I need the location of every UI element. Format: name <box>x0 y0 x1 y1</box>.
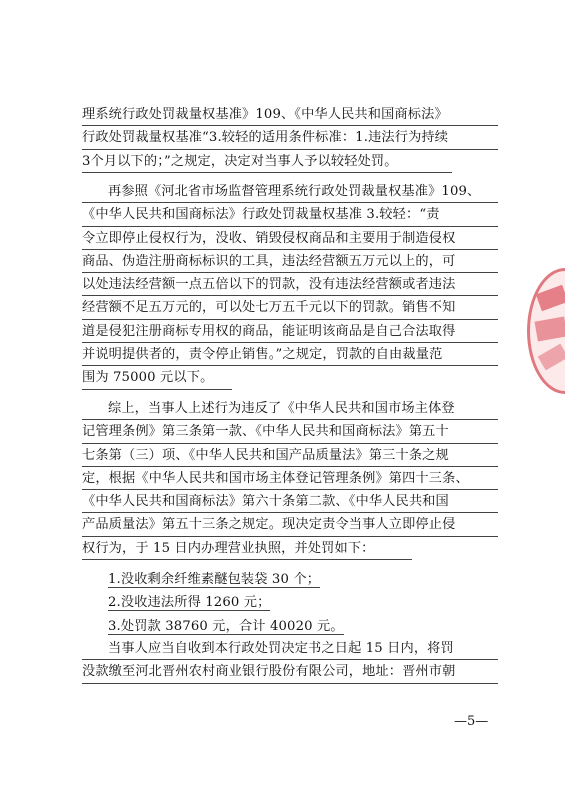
text-line: 再参照《河北省市场监督管理系统行政处罚裁量权基准》109、 <box>82 180 498 203</box>
text-line: 综上，当事人上述行为违反了《中华人民共和国市场主体登 <box>82 397 498 420</box>
text-line: 七条第（三）项、《中华人民共和国产品质量法》第三十条之规 <box>82 444 498 467</box>
text-line: 商品、伪造注册商标标识的工具，违法经营额五万元以上的，可 <box>82 250 498 273</box>
text-line: 并说明提供者的，责令停止销售。”之规定，罚款的自由裁量范 <box>82 343 498 366</box>
text-line: 以处违法经营额一点五倍以下的罚款，没有违法经营额或者违法 <box>82 273 498 296</box>
list-item <box>82 591 498 614</box>
official-seal-stamp <box>527 268 565 394</box>
list-item <box>82 568 498 591</box>
paragraph-1 <box>82 103 498 173</box>
page-number: —5— <box>454 714 489 729</box>
text-line: 没款缴至河北晋州农村商业银行股份有限公司，地址：晋州市朝 <box>82 660 498 683</box>
text-line: 定，根据《中华人民共和国市场主体登记管理条例》第四十三条、 <box>82 467 498 490</box>
text-line: 权行为，于 15 日内办理营业执照，并处罚如下： <box>82 537 412 560</box>
text-line: 令立即停止侵权行为，没收、销毁侵权商品和主要用于制造侵权 <box>82 227 498 250</box>
list-item-text: 3.处罚款 38760 元，合计 40020 元。 <box>108 618 344 634</box>
text-line: 行政处罚裁量权基准“3.较轻的适用条件标准：1.违法行为持续 <box>82 126 498 149</box>
text-line: 经营额不足五万元的，可以处七万五千元以下的罚款。销售不知 <box>82 296 498 319</box>
paragraph-3 <box>82 397 498 560</box>
text-line: 记管理条例》第三条第一款、《中华人民共和国商标法》第五十 <box>82 420 498 443</box>
text-line: 理系统行政处罚裁量权基准》109、《中华人民共和国商标法》 <box>82 103 498 126</box>
list-item <box>82 615 498 638</box>
paragraph-5 <box>82 637 498 684</box>
list-item-text: 1.没收剩余纤维素醚包装袋 30 个； <box>108 572 321 587</box>
text-line: 《中华人民共和国商标法》行政处罚裁量权基准 3.较轻：“责 <box>82 203 498 226</box>
list-item-text: 2.没收违法所得 1260 元； <box>108 595 271 611</box>
text-line: 《中华人民共和国商标法》第六十条第二款、《中华人民共和国 <box>82 490 498 513</box>
text-line: 产品质量法》第五十三条之规定。现决定责令当事人立即停止侵 <box>82 513 498 536</box>
paragraph-2 <box>82 180 498 390</box>
text-line: 3个月以下的；”之规定，决定对当事人予以较轻处罚。 <box>82 150 452 173</box>
text-line: 当事人应当自收到本行政处罚决定书之日起 15 日内，将罚 <box>82 637 498 660</box>
text-line: 道是侵犯注册商标专用权的商品，能证明该商品是自己合法取得 <box>82 320 498 343</box>
text-line: 围为 75000 元以下。 <box>82 366 232 389</box>
penalty-list <box>82 568 498 638</box>
